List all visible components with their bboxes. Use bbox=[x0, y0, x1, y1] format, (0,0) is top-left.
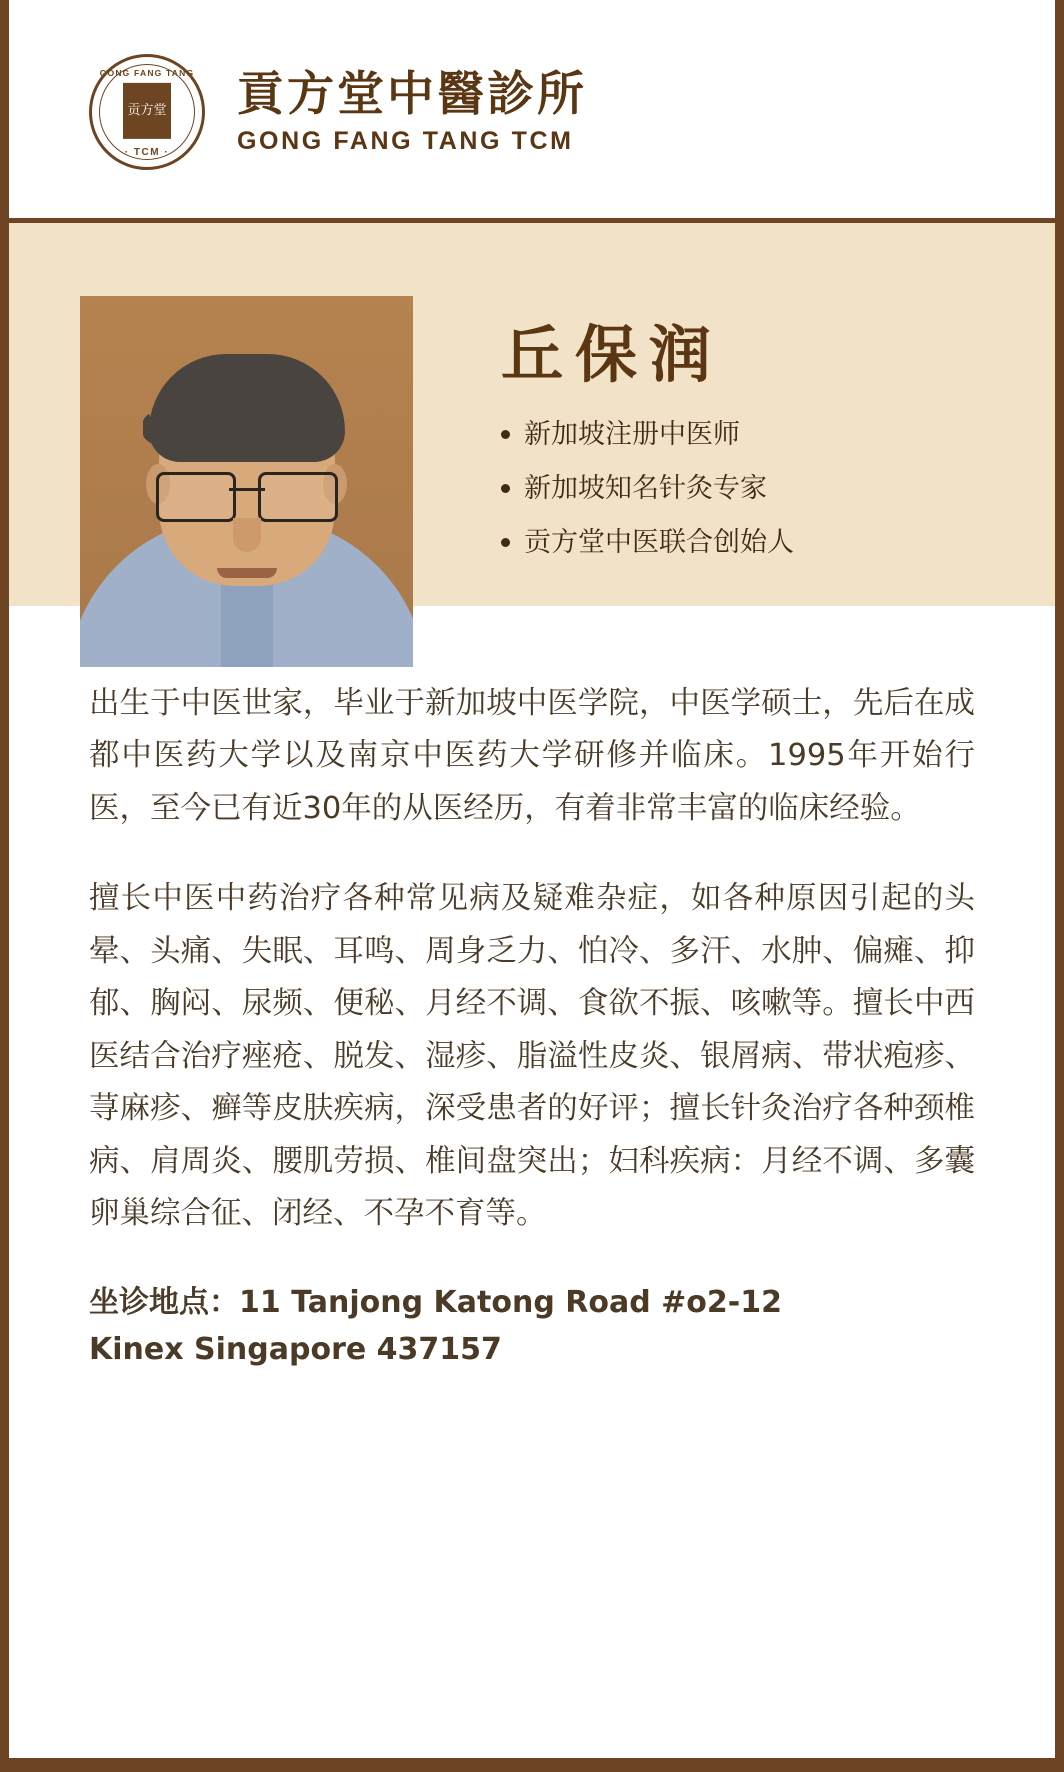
list-item bbox=[501, 419, 1015, 451]
bullet-dot-icon bbox=[501, 538, 510, 547]
credential-text: 贡方堂中医联合创始人 bbox=[524, 527, 794, 559]
clinic-address-block bbox=[89, 1279, 975, 1374]
list-item bbox=[501, 473, 1015, 505]
list-item bbox=[501, 527, 1015, 559]
logo-center-text: 贡方堂 bbox=[127, 102, 167, 118]
logo-arc-bottom-text: · TCM · bbox=[124, 146, 170, 158]
bullet-dot-icon bbox=[501, 430, 510, 439]
footer-divider bbox=[9, 1758, 1055, 1772]
credential-text: 新加坡注册中医师 bbox=[524, 419, 740, 451]
clinic-name-en: GONG FANG TANG TCM bbox=[237, 126, 574, 155]
doctor-hero-band bbox=[9, 223, 1055, 606]
doctor-info-block bbox=[501, 318, 1015, 583]
bio-paragraph-1: 出生于中医世家，毕业于新加坡中医学院，中医学硕士，先后在成都中医药大学以及南京中医药大学研修并临床。1995年开始行医，至今已有近30年的从医经历，有着非常丰富的临床经验。 bbox=[89, 686, 975, 826]
bullet-dot-icon bbox=[501, 484, 510, 493]
doctor-credentials-list bbox=[501, 419, 1015, 559]
clinic-logo-seal bbox=[89, 54, 205, 170]
clinic-address-line-1: 11 Tanjong Katong Road #o2-12 bbox=[239, 1284, 782, 1320]
clinic-header bbox=[9, 0, 1055, 223]
clinic-address-line-2: Kinex Singapore 437157 bbox=[89, 1331, 502, 1367]
doctor-biography bbox=[9, 606, 1055, 1373]
doctor-portrait-photo bbox=[80, 296, 413, 667]
credential-text: 新加坡知名针灸专家 bbox=[524, 473, 767, 505]
logo-arc-top-text: GONG FANG TANG bbox=[99, 67, 195, 78]
doctor-name: 丘保润 bbox=[501, 318, 724, 391]
logo-center-mark bbox=[123, 82, 171, 138]
brand-block bbox=[237, 67, 587, 155]
clinic-location-label: 坐诊地点： bbox=[89, 1284, 239, 1320]
bio-paragraph-2: 擅长中医中药治疗各种常见病及疑难杂症，如各种原因引起的头晕、头痛、失眠、耳鸣、周身乏力、怕冷、多汗、水肿、偏瘫、抑郁、胸闷、尿频、便秘、月经不调、食欲不振、咳嗽等。擅长中西医结合治疗痤疮、脱发、湿疹、脂溢性皮炎、银屑病、带状疱疹、荨麻疹、癣等皮肤疾病，深受患者的好评；擅长针灸治疗各种颈椎病、肩周炎、腰肌劳损、椎间盘突出；妇科疾病：月经不调、多囊卵巢综合征、闭经、不孕不育等。 bbox=[89, 881, 975, 1232]
clinic-name-cn: 貢方堂中醫診所 bbox=[237, 67, 587, 123]
